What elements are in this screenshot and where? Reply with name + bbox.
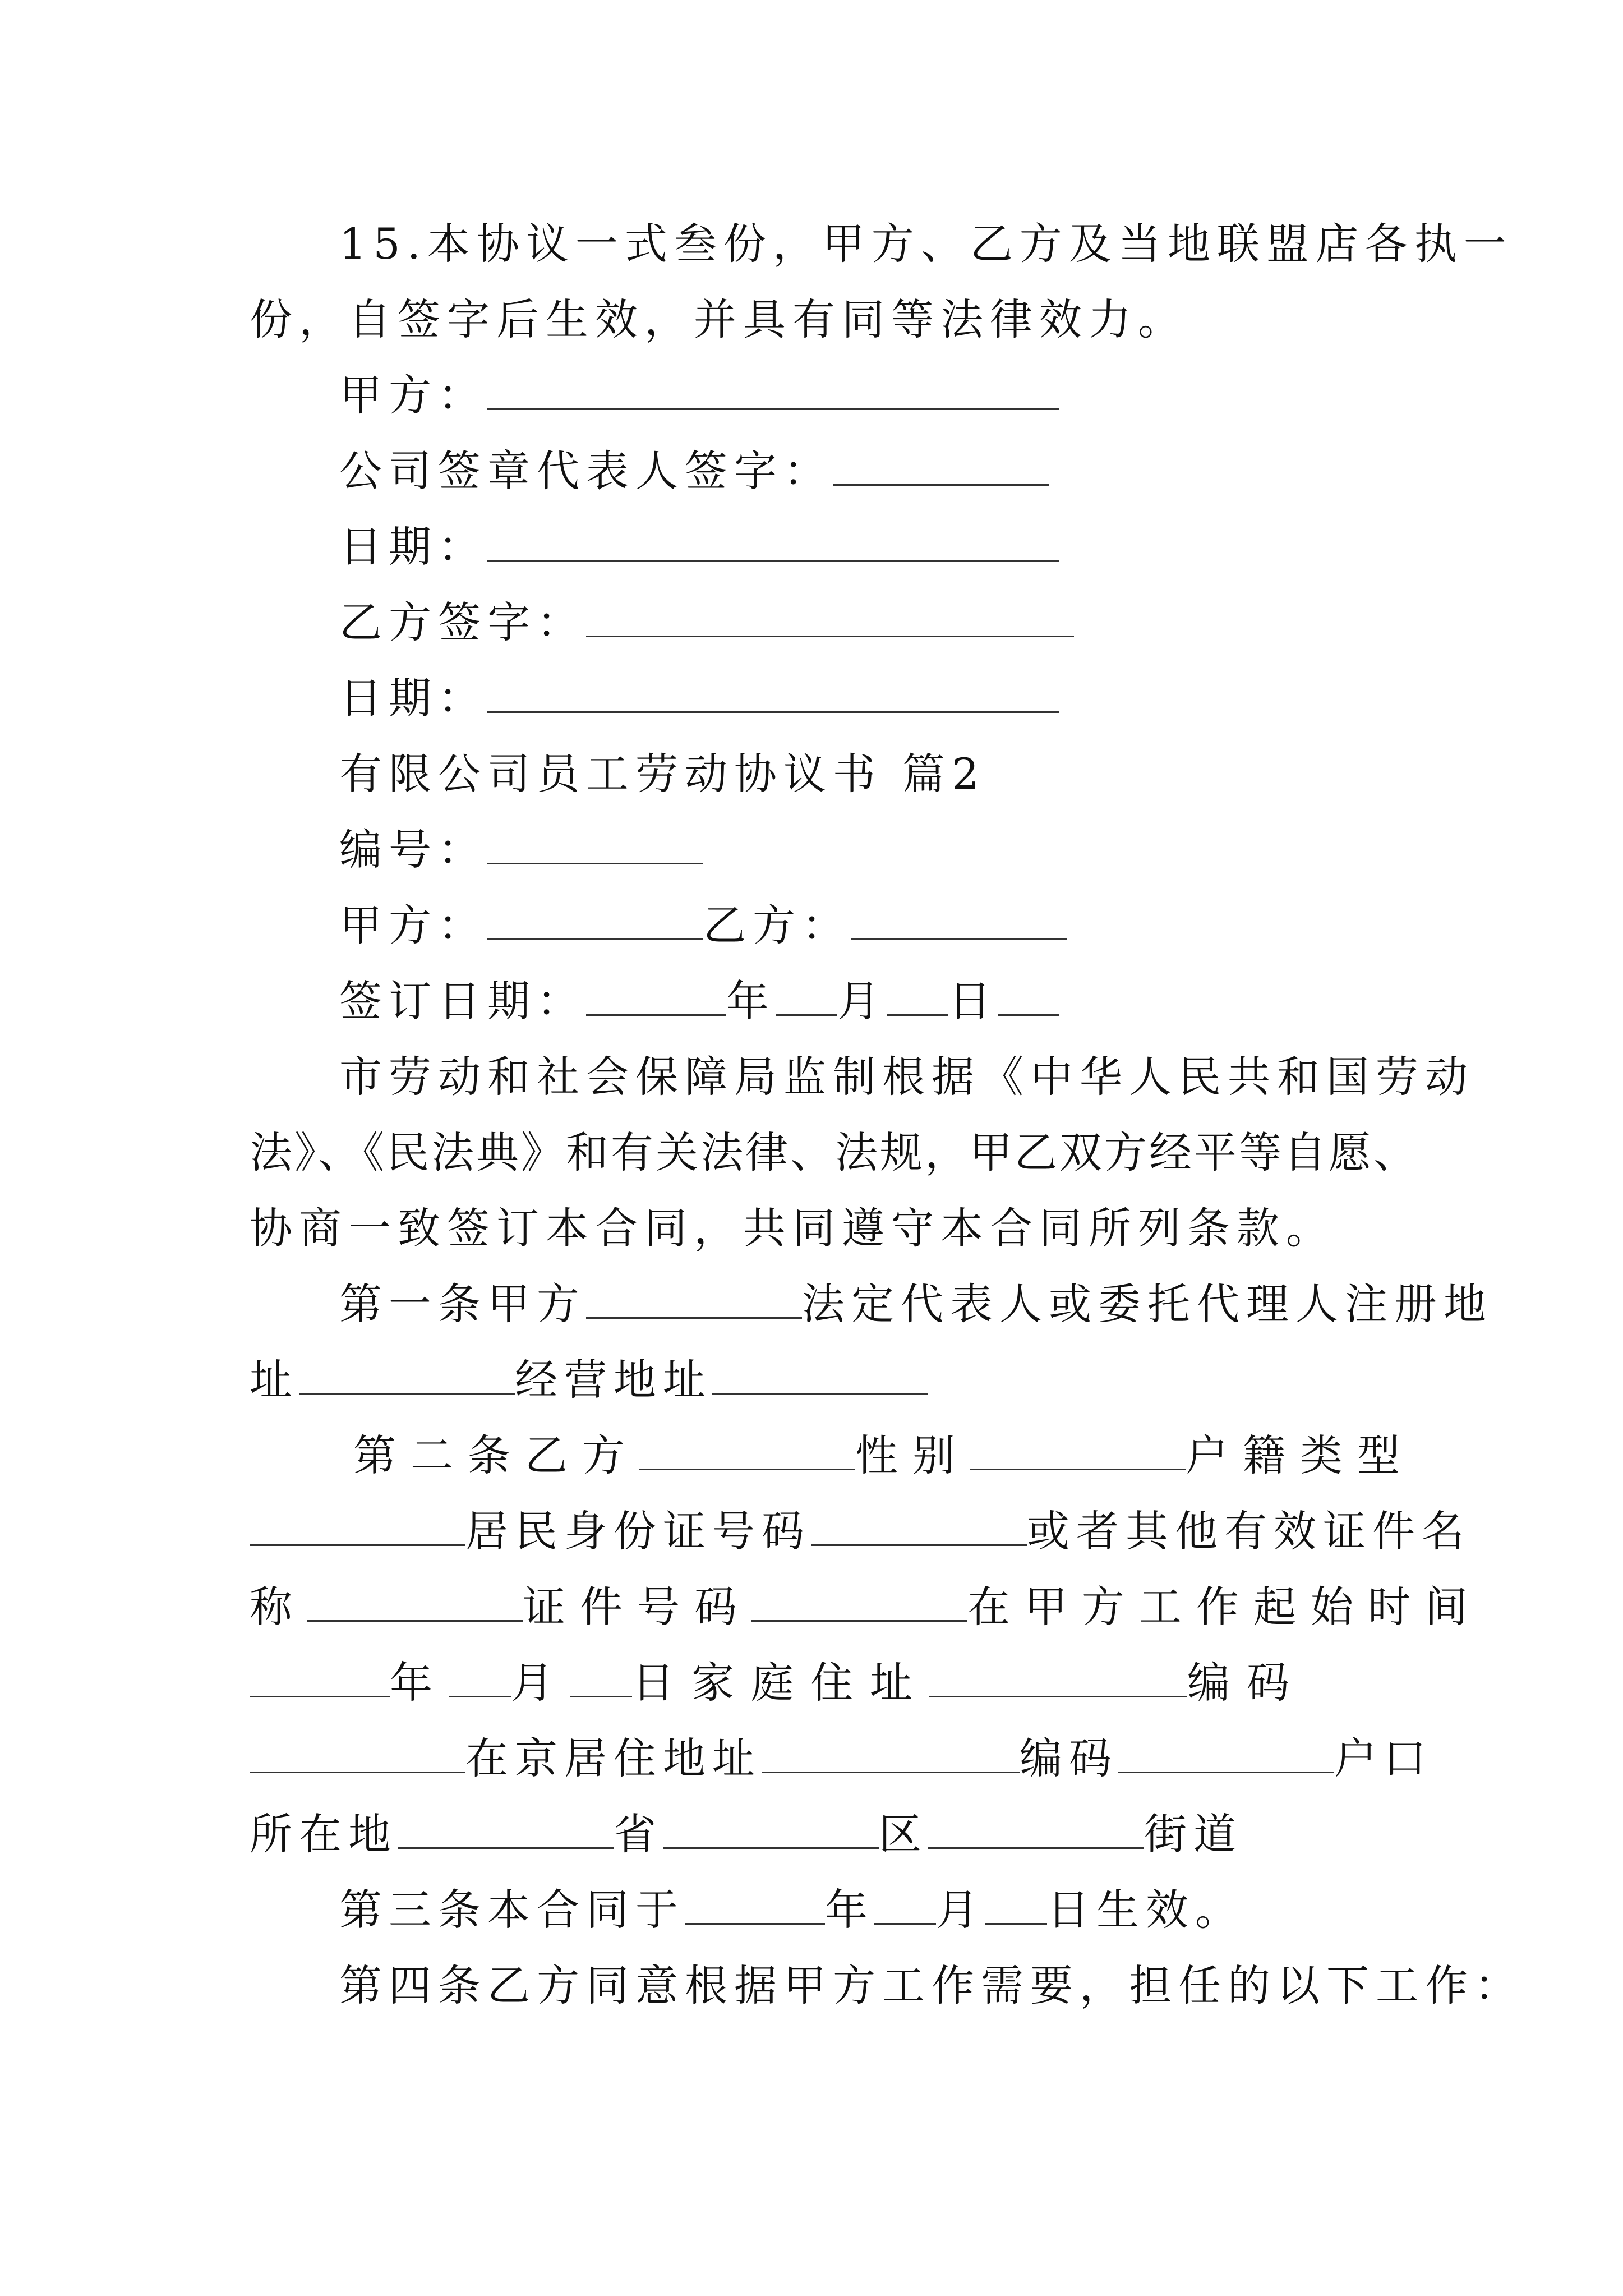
- article-2-blank-11: [250, 1732, 465, 1773]
- article-2-text-13: 在京居住地址: [465, 1733, 762, 1783]
- article-2-text-8: 在甲方工作起始时间: [967, 1582, 1482, 1632]
- article-2-text-1: 第二条乙方: [353, 1430, 639, 1480]
- article-2-blank-16: [928, 1808, 1144, 1849]
- sign-date-label: 签订日期：: [339, 976, 586, 1026]
- section-2-party-a-blank: [487, 899, 703, 940]
- clause-15-line-1: [250, 205, 1513, 283]
- article-2-line-2: [250, 1492, 1471, 1571]
- sign-date-row: [250, 962, 1388, 1041]
- number-row: [250, 811, 1388, 889]
- date-blank-1: [487, 521, 1059, 562]
- number-blank: [487, 823, 703, 864]
- article-2-text-5: 或者其他有效证件名: [1027, 1506, 1471, 1556]
- article-2-text-17: 省: [614, 1809, 663, 1859]
- article-2-text-2: 性别: [855, 1430, 970, 1480]
- article-2-text-3: 户籍类型: [1186, 1430, 1414, 1480]
- clause-15-line-2: [250, 280, 1388, 359]
- date-blank-2: [487, 672, 1059, 713]
- article-2-blank-7: [250, 1657, 390, 1697]
- number-label: 编号：: [339, 825, 487, 875]
- clause-15-text-1: 15.本协议一式叁份，甲方、乙方及当地联盟店各执一: [339, 219, 1513, 269]
- article-2-text-10: 月: [511, 1658, 570, 1708]
- article-3-text-2: 年: [825, 1885, 874, 1935]
- article-2-blank-2: [970, 1429, 1186, 1470]
- article-4-line: [250, 1947, 1524, 2025]
- section-2-party-a-label: 甲方：: [339, 900, 487, 950]
- sign-date-month-blank: [776, 975, 837, 1016]
- article-2-text-18: 区: [879, 1809, 928, 1859]
- preamble-text-3: 协商一致签订本合同，共同遵守本合同所列条款。: [250, 1203, 1335, 1253]
- article-2-line-6: [250, 1795, 1388, 1874]
- article-2-text-12: 编码: [1187, 1658, 1306, 1708]
- date-row-2: [250, 659, 1388, 738]
- party-b-sign-label: 乙方签字：: [339, 597, 586, 647]
- article-2-blank-6: [751, 1581, 967, 1622]
- article-2-blank-5: [307, 1581, 523, 1622]
- sign-date-day-blank: [887, 975, 948, 1016]
- party-b-sign-blank: [586, 596, 1074, 637]
- article-2-line-1: [250, 1416, 1414, 1495]
- article-1-line-2: [250, 1341, 1388, 1419]
- preamble-line-3: [250, 1189, 1388, 1268]
- article-3-text-4: 日生效。: [1047, 1885, 1244, 1935]
- preamble-line-1: [250, 1038, 1474, 1116]
- article-2-text-7: 证件号码: [523, 1582, 751, 1632]
- clause-15-text-2: 份，自签字后生效，并具有同等法律效力。: [250, 295, 1187, 344]
- sign-date-day: 日: [948, 976, 998, 1026]
- article-2-text-11: 日家庭住址: [632, 1658, 929, 1708]
- article-1-blank-2: [299, 1354, 515, 1395]
- article-3-text-3: 月: [936, 1885, 985, 1935]
- article-2-blank-14: [398, 1808, 614, 1849]
- article-2-line-4: [250, 1644, 1388, 1722]
- sign-date-year: 年: [726, 976, 776, 1026]
- article-2-blank-12: [762, 1732, 1020, 1773]
- date-label-2: 日期：: [339, 673, 487, 723]
- article-1-blank-3: [712, 1354, 928, 1395]
- sign-date-tail-blank: [998, 975, 1059, 1016]
- company-rep-blank: [833, 445, 1049, 486]
- company-rep-label: 公司签章代表人签字：: [339, 446, 833, 496]
- section-2-party-b-blank: [851, 899, 1067, 940]
- article-3-month-blank: [874, 1884, 936, 1925]
- preamble-line-2: [250, 1114, 1418, 1192]
- article-2-blank-3: [250, 1505, 465, 1546]
- article-1-text-4: 经营地址: [515, 1355, 712, 1405]
- article-3-text-1: 第三条本合同于: [339, 1885, 685, 1935]
- party-a-signature-row: [250, 356, 1388, 435]
- article-3-day-blank: [985, 1884, 1047, 1925]
- article-2-blank-9: [570, 1657, 632, 1697]
- sign-date-month: 月: [837, 976, 887, 1026]
- parties-row: [250, 886, 1388, 965]
- article-2-blank-1: [639, 1429, 855, 1470]
- party-a-label: 甲方：: [339, 370, 487, 420]
- article-1-line-1: [250, 1265, 1493, 1343]
- article-2-blank-10: [929, 1657, 1187, 1697]
- article-2-text-9: 年: [390, 1658, 449, 1708]
- section-2-party-b-label: 乙方：: [703, 900, 851, 950]
- article-2-blank-4: [811, 1505, 1027, 1546]
- article-4-text-1: 第四条乙方同意根据甲方工作需要，担任的以下工作：: [339, 1961, 1524, 2010]
- article-2-blank-15: [663, 1808, 879, 1849]
- date-label-1: 日期：: [339, 522, 487, 572]
- article-2-blank-8: [449, 1657, 511, 1697]
- article-2-text-19: 街道: [1144, 1809, 1243, 1859]
- article-2-text-4: 居民身份证号码: [465, 1506, 811, 1556]
- section-2-title: 有限公司员工劳动协议书 篇2: [339, 749, 986, 799]
- article-3-year-blank: [685, 1884, 825, 1925]
- article-2-line-3: [250, 1568, 1482, 1646]
- article-2-text-6: 称: [250, 1582, 307, 1632]
- company-rep-signature-row: [250, 432, 1388, 510]
- preamble-text-1: 市劳动和社会保障局监制根据《中华人民共和国劳动: [339, 1052, 1474, 1102]
- article-1-text-2: 法定代表人或委托代理人注册地: [802, 1279, 1493, 1329]
- article-3-line: [250, 1871, 1388, 1949]
- party-b-signature-row: [250, 583, 1388, 662]
- article-2-text-16: 所在地: [250, 1809, 398, 1859]
- date-row-1: [250, 508, 1388, 586]
- article-1-text-1: 第一条甲方: [339, 1279, 586, 1329]
- article-2-text-14: 编码: [1020, 1733, 1118, 1783]
- article-2-blank-13: [1118, 1732, 1334, 1773]
- article-1-blank-1: [586, 1278, 802, 1319]
- article-2-line-5: [250, 1719, 1433, 1798]
- party-a-blank: [487, 369, 1059, 410]
- sign-date-year-blank: [586, 975, 726, 1016]
- section-2-heading: [250, 735, 1388, 813]
- article-1-text-3: 址: [250, 1355, 299, 1405]
- article-2-text-15: 户口: [1334, 1733, 1433, 1783]
- preamble-text-2: 法》、《民法典》和有关法律、法规，甲乙双方经平等自愿、: [250, 1128, 1418, 1177]
